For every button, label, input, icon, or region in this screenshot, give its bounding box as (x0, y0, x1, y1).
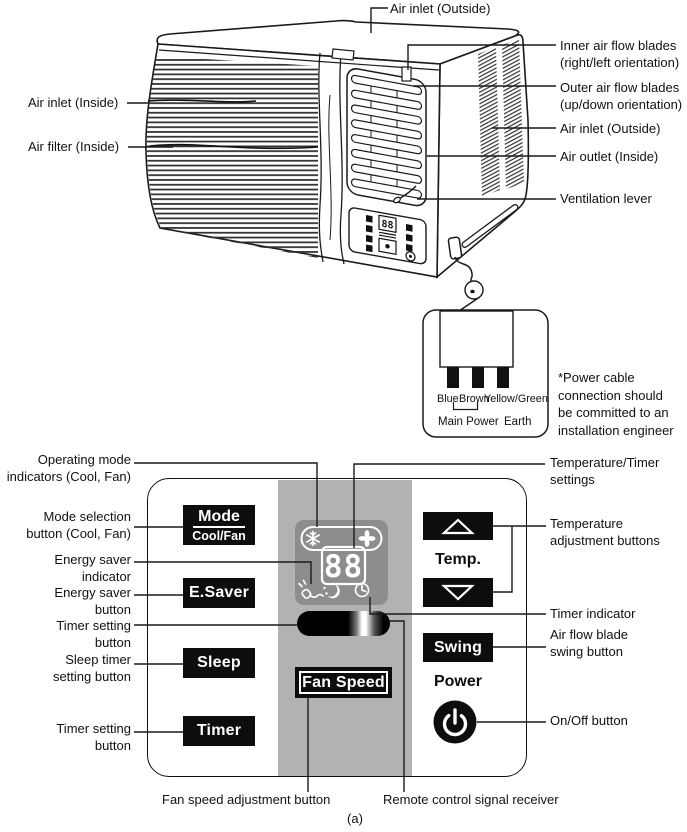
callout-mode-selection: Mode selection button (Cool, Fan) (26, 509, 131, 541)
callout-on-off: On/Off button (550, 713, 628, 728)
timer-button[interactable] (183, 716, 255, 746)
power-button[interactable] (432, 699, 478, 745)
fan-speed-button-label: Fan Speed (302, 673, 385, 691)
label-wire-yellow-green: Yellow/Green (484, 393, 548, 405)
front-grille (147, 56, 318, 258)
callout-timer-setting-2: Timer setting button (56, 721, 131, 753)
inner-blade-tab (402, 67, 411, 81)
callout-operating-mode-indicators: Operating mode indicators (Cool, Fan) (6, 452, 131, 484)
air-outlet-louvers (347, 67, 426, 207)
energy-saver-button-label: E.Saver (188, 584, 250, 601)
pin-blue (447, 367, 459, 388)
label-inner-blades: Inner air flow blades (right/left orientation) (560, 38, 680, 70)
fan-speed-button[interactable] (295, 667, 392, 698)
swing-button[interactable] (423, 633, 493, 662)
unit-mini-display: 88 (381, 218, 394, 232)
label-ventilation-lever: Ventilation lever (560, 191, 652, 206)
temp-label: Temp. (435, 551, 481, 568)
label-air-inlet-outside-top: Air inlet (Outside) (390, 1, 491, 16)
callout-energy-saver-button: Energy saver button (54, 585, 131, 617)
callout-fan-speed-adjustment: Fan speed adjustment button (162, 792, 331, 807)
label-wire-blue: Blue (437, 393, 459, 405)
label-air-outlet-inside: Air outlet (Inside) (560, 149, 659, 164)
callout-swing: Air flow blade swing button (550, 627, 629, 659)
label-main-power: Main Power (438, 416, 499, 428)
callout-temp-timer-settings: Temperature/Timer settings (550, 455, 660, 487)
callout-remote-receiver: Remote control signal receiver (383, 792, 559, 807)
power-label: Power (433, 673, 482, 690)
power-cable-note: *Power cable connection should be committed to an installation engineer (558, 370, 674, 438)
pin-yellow-green (497, 367, 509, 388)
remote-signal-receiver (297, 611, 390, 636)
sleep-button-label: Sleep (197, 654, 241, 671)
callout-timer-indicator: Timer indicator (550, 606, 636, 621)
triangle-down-icon (441, 584, 475, 601)
mode-button-label: Mode (198, 507, 240, 525)
figure-caption: (a) (347, 811, 363, 826)
callout-temp-adjustment: Temperature adjustment buttons (550, 516, 660, 548)
mode-button-divider (193, 526, 245, 528)
label-air-inlet-inside: Air inlet (Inside) (28, 95, 119, 110)
callout-timer-setting-1: Timer setting button (56, 618, 131, 650)
sleep-button[interactable] (183, 648, 255, 678)
pin-brown (472, 367, 484, 388)
label-air-filter-inside: Air filter (Inside) (28, 139, 120, 154)
energy-saver-button[interactable] (183, 578, 255, 608)
temperature-timer-value: 88 (323, 549, 364, 585)
label-air-inlet-outside-right: Air inlet (Outside) (560, 121, 661, 136)
label-outer-blades: Outer air flow blades (up/down orientation) (560, 80, 683, 112)
fan-speed-button-frame (299, 671, 388, 694)
label-earth: Earth (504, 416, 532, 428)
mode-button-sublabel: Cool/Fan (192, 528, 246, 543)
label-wire-brown: Brown (459, 393, 490, 405)
triangle-up-icon (441, 518, 475, 535)
timer-button-label: Timer (196, 722, 242, 739)
mode-button[interactable] (183, 505, 255, 545)
display-cluster (295, 520, 388, 605)
temp-up-button[interactable] (423, 512, 493, 540)
temp-down-button[interactable] (423, 578, 493, 607)
callout-sleep-timer: Sleep timer setting button (52, 652, 131, 684)
swing-button-label: Swing (433, 638, 483, 656)
callout-energy-saver-indicator: Energy saver indicator (54, 552, 131, 584)
